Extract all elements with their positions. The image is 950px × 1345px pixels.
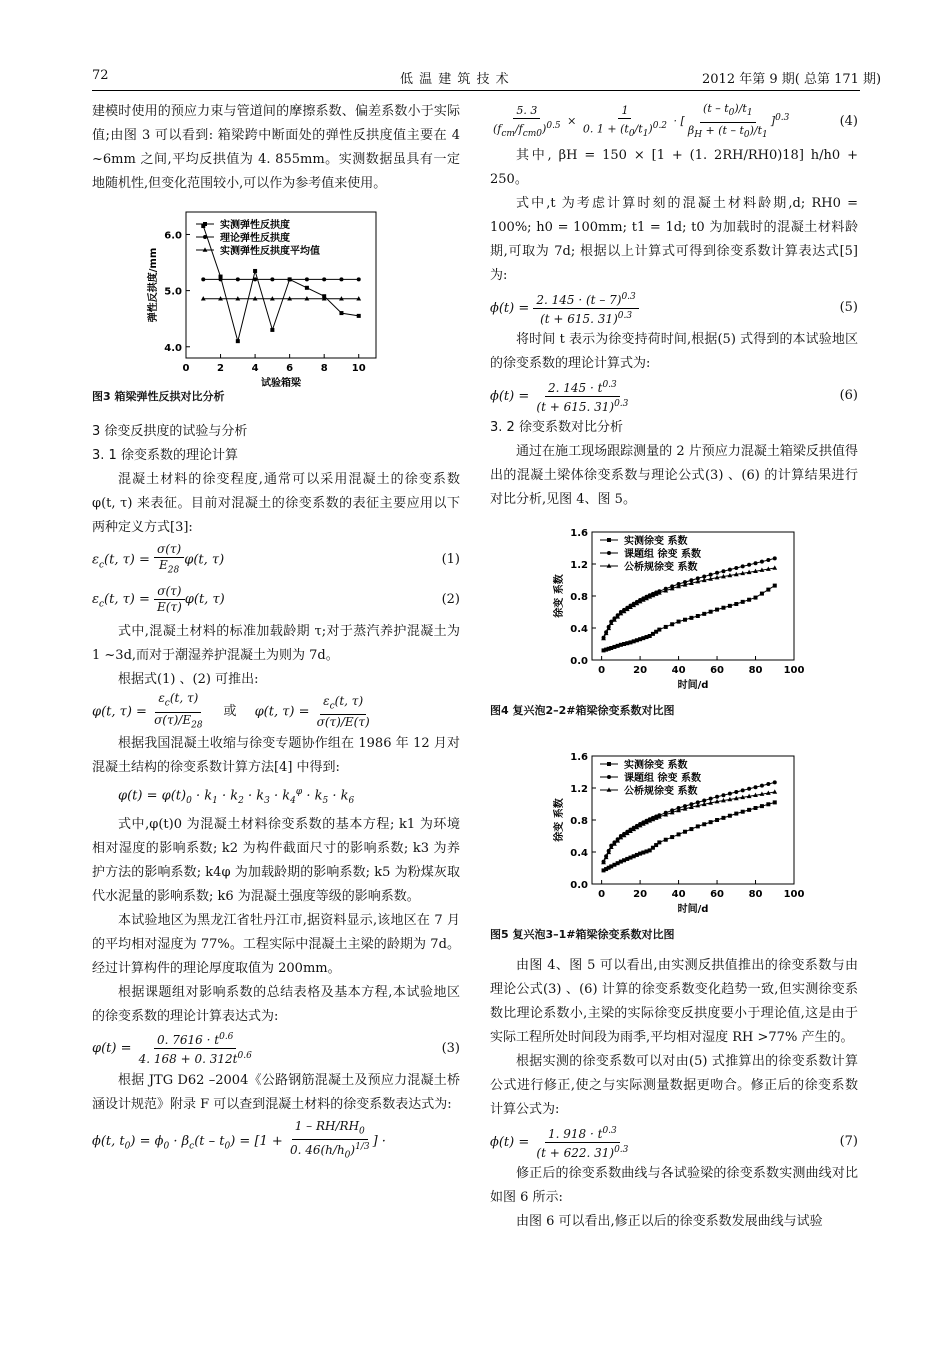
y-tick-label: 1.2 — [570, 560, 588, 571]
data-point — [741, 810, 745, 814]
data-point — [715, 818, 719, 822]
data-point — [253, 277, 257, 281]
data-point — [715, 795, 719, 799]
data-point — [702, 612, 706, 616]
equation-number: (5) — [839, 300, 858, 315]
equation-4: $\frac{5. 3}{(f_{cm}/f_{cm0})^{0.5}}$ × $\frac{1}{0. 1 + (t_0/t_1)^{0.2}}$ · [ $\frac{(t - t_0)/t_1}{\beta_H + (t - t_0)/t_1}$ ]$^{0.3}$ (4) — [493, 102, 858, 140]
y-axis-label: 徐变 系数 — [554, 798, 565, 842]
legend-label: 实测徐变 系数 — [624, 760, 688, 771]
data-point — [288, 277, 292, 281]
data-point — [741, 564, 745, 568]
data-point — [683, 618, 687, 622]
equation-number: (4) — [839, 114, 858, 129]
x-axis-label: 试验箱梁 — [261, 378, 301, 388]
paragraph: 根据课题组对影响系数的总结表格及基本方程,本试验地区的徐变系数的理论计算表达式为: — [92, 984, 460, 1024]
data-point — [754, 806, 758, 810]
figure-3-chart — [126, 202, 426, 388]
data-point — [715, 608, 719, 612]
data-point — [709, 797, 713, 801]
data-point — [721, 793, 725, 797]
data-point — [339, 277, 343, 281]
x-tick-label: 10 — [351, 363, 366, 374]
figure-4-chart — [544, 522, 804, 702]
data-point — [689, 827, 693, 831]
x-tick-label: 100 — [783, 665, 804, 676]
data-point — [760, 560, 764, 564]
data-point — [201, 277, 205, 281]
data-point — [270, 328, 274, 332]
data-point — [773, 780, 777, 784]
equation-7: ϕ(t) = $\frac{1. 918 \cdot t^{0.3}}{(t + 622. 31)^{0.3}}$ (7) — [490, 1125, 858, 1160]
legend-label: 实测徐变 系数 — [624, 536, 688, 547]
paragraph: 由图 4、图 5 可以看出,由实测反拱值推出的徐变系数与由理论公式(3) 、(6) 计算的徐变系数变化趋势一致,但实测徐变系数比理论系数小,主梁的实际徐变反拱度要小于理论值,这是由于实际工程所处时间段为雨季,平均相对湿度 RH >77% 产生的。 — [490, 958, 858, 1045]
x-tick-label: 8 — [320, 363, 328, 374]
data-point — [773, 584, 777, 588]
data-point — [772, 789, 777, 793]
data-point — [773, 556, 777, 560]
legend-label: 实测弹性反拱度 — [220, 220, 290, 231]
y-tick-label: 0.4 — [570, 624, 588, 635]
data-point — [270, 277, 274, 281]
x-tick-label: 20 — [633, 665, 648, 676]
equation-phi: ϕ(t, $t_0) = \phi_0 \cdot \beta_c(t - t_0) = [1$ + $\frac{1 - RH/RH_0}{0. 46(h/h_0)^{1/3}}$ ] · — [92, 1118, 386, 1161]
data-point — [760, 784, 764, 788]
x-tick-label: 6 — [286, 363, 294, 374]
equation-number: (2) — [441, 592, 460, 607]
x-tick-label: 40 — [671, 889, 686, 900]
issue-info: 2012 年第 9 期( 总第 171 期) — [702, 72, 882, 87]
equation-number: (1) — [441, 552, 460, 567]
data-point — [322, 277, 326, 281]
figure-5-caption: 图5 复兴泡3–1#箱梁徐变系数对比图 — [490, 928, 675, 941]
data-point — [754, 596, 758, 600]
data-point — [734, 812, 738, 816]
data-point — [670, 622, 674, 626]
x-axis-label: 时间/d — [677, 904, 709, 915]
x-tick-label: 2 — [217, 363, 225, 374]
data-point — [766, 802, 770, 806]
data-point — [236, 277, 240, 281]
equation-number: (3) — [441, 1040, 460, 1056]
equation-6: ϕ(t) = $\frac{2. 145 \cdot t^{0.3}}{(t + 615. 31)^{0.3}}$ (6) — [490, 379, 858, 414]
x-tick-label: 0 — [598, 889, 606, 900]
data-point — [236, 339, 240, 343]
paragraph: 根据我国混凝土收缩与徐变专题协作组在 1986 年 12 月对混凝土结构的徐变系数计算方法[4] 中得到: — [92, 736, 460, 775]
data-point — [741, 788, 745, 792]
figure-4-caption: 图4 复兴泡2–2#箱梁徐变系数对比图 — [490, 704, 675, 717]
data-point — [766, 782, 770, 786]
data-point — [721, 569, 725, 573]
data-point — [709, 610, 713, 614]
data-point — [677, 832, 681, 836]
data-point — [702, 822, 706, 826]
data-point — [664, 625, 668, 629]
paragraph: 混凝土材料的徐变程度,通常可以采用混凝土的徐变系数 φ(t, τ) 来表征。目前对混凝土的徐变系数的表征主要应用以下两种定义方式[3]: — [92, 472, 460, 535]
equation-pair: φ(t, τ) = $\frac{\varepsilon_c(t, \tau)}{\sigma(\tau)/E_{28}}$ 或 φ(t, τ) = $\frac{\varepsilon_c(t, \tau)}{\sigma(\tau)/E(\tau)}$ — [92, 691, 370, 730]
y-axis-label: 弹性反拱度/mm — [148, 247, 159, 323]
y-tick-label: 0.8 — [570, 592, 588, 603]
data-point — [734, 566, 738, 570]
legend-marker — [607, 762, 611, 766]
equation-number: (7) — [839, 1134, 858, 1149]
data-point — [747, 598, 751, 602]
x-axis-label: 时间/d — [677, 680, 709, 691]
equation-5: ϕ(t) = $\frac{2. 145 \cdot (t - 7)^{0.3}}{(t + 615. 31)^{0.3}}$ (5) — [490, 291, 858, 326]
y-tick-label: 5.0 — [164, 286, 182, 298]
data-point — [305, 277, 309, 281]
paragraph: 根据实测的徐变系数可以对由(5) 式推算出的徐变系数计算公式进行修正,使之与实际测量数据更吻合。修正后的徐变系数计算公式为: — [490, 1054, 858, 1117]
data-point — [677, 620, 681, 624]
data-point — [734, 790, 738, 794]
x-tick-label: 60 — [710, 889, 725, 900]
series-line-3 — [604, 568, 775, 638]
x-tick-label: 80 — [748, 665, 763, 676]
paragraph: 修正后的徐变系数曲线与各试验梁的徐变系数实测曲线对比如图 6 所示: — [490, 1166, 858, 1205]
legend-marker — [607, 551, 611, 555]
y-tick-label: 6.0 — [164, 230, 182, 242]
data-point — [721, 606, 725, 610]
data-point — [683, 830, 687, 834]
data-point — [766, 588, 770, 592]
x-tick-label: 0 — [598, 665, 606, 676]
x-tick-label: 0 — [182, 363, 190, 374]
y-tick-label: 0.0 — [570, 656, 588, 667]
data-point — [766, 558, 770, 562]
data-point — [253, 269, 257, 273]
data-point — [773, 800, 777, 804]
data-point — [754, 561, 758, 565]
equation-1: $\varepsilon_c(t$, τ) = $\frac{\sigma(\tau)}{E_{28}}$ φ(t, τ) (1) — [92, 541, 460, 576]
x-tick-label: 20 — [633, 889, 648, 900]
data-point — [747, 808, 751, 812]
data-point — [657, 628, 661, 632]
legend-label: 公桥规徐变 系数 — [624, 562, 698, 573]
data-point — [760, 592, 764, 596]
data-point — [664, 838, 668, 842]
data-point — [728, 604, 732, 608]
subsection-heading: 3. 1 徐变系数的理论计算 — [92, 448, 238, 463]
data-point — [728, 568, 732, 572]
legend-marker — [607, 538, 611, 542]
equation-k: $\varphi(t) = \varphi(t)_0 \cdot k_1 \cdot k_2 \cdot k_3 \cdot k_4^\varphi \cdot k_5 \cdot k_6$ — [118, 787, 355, 806]
paragraph: 式中,t 为考虑计算时刻的混凝土材料龄期,d; RH0 = 100%; h0 = 100mm; t1 = 1d; t0 为加载时的混凝土材料龄期,可取为 7d; 根据以上计算式可得到徐变系数计算表达式[5] 为: — [490, 196, 858, 283]
equation-3: φ(t) = $\frac{0. 7616 \cdot t^{0.6}}{4. 168 + 0. 312t^{0.6}}$ (3) — [92, 1032, 460, 1067]
paragraph: 式中,混凝土材料的标准加载龄期 τ;对于蒸汽养护混凝土为 1 ~3d,而对于潮湿养护混凝土为则为 7d。 — [92, 624, 460, 663]
series-line-3 — [604, 792, 775, 862]
y-tick-label: 4.0 — [164, 342, 182, 354]
data-point — [696, 614, 700, 618]
data-point — [357, 314, 361, 318]
data-point — [747, 563, 751, 567]
data-point — [657, 840, 661, 844]
paragraph: 建模时使用的预应力束与管道间的摩擦系数、偏差系数小于实际值;由图 3 可以看到: 箱梁跨中断面处的弹性反拱度值主要在 4 ~6mm 之间,平均反拱值为 4. 855mm。实测数据虽具有一定地随机性,但变化范围较小,可以作为参考值来使用。 — [92, 104, 460, 191]
data-point — [734, 602, 738, 606]
data-point — [747, 787, 751, 791]
y-tick-label: 0.8 — [570, 816, 588, 827]
paragraph: 式中,φ(t)0 为混凝土材料徐变系数的基本方程; k1 为环境相对湿度的影响系数; k2 为构件截面尺寸的影响系数; k3 为养护方法的影响系数; k4φ 为加载龄期的影响系数; k5 为粉煤灰取代水泥量的影响系数; k6 为混凝土强度等级的影响系数。 — [92, 816, 460, 904]
x-tick-label: 4 — [251, 363, 259, 374]
paragraph: 通过在施工现场跟踪测量的 2 片预应力混凝土箱梁反拱值得出的混凝土梁体徐变系数与理论公式(3) 、(6) 的计算结果进行对比分析,见图 4、图 5。 — [490, 444, 858, 507]
y-tick-label: 1.6 — [570, 752, 588, 763]
paragraph: 将时间 t 表示为徐变持荷时间,根据(5) 式得到的本试验地区的徐变系数的理论计算式为: — [490, 332, 858, 371]
data-point — [760, 804, 764, 808]
y-tick-label: 1.2 — [570, 784, 588, 795]
paragraph: 根据式(1) 、(2) 可推出: — [118, 672, 259, 687]
equation-number: (6) — [839, 388, 858, 403]
data-point — [728, 814, 732, 818]
data-point — [741, 600, 745, 604]
data-point — [721, 816, 725, 820]
data-point — [305, 286, 309, 290]
paragraph: 本试验地区为黑龙江省牡丹江市,据资料显示,该地区在 7 月的平均相对湿度为 77%。工程实际中混凝土主梁的龄期为 7d。经过计算构件的理论厚度取值为 200mm。 — [92, 912, 460, 976]
x-tick-label: 40 — [671, 665, 686, 676]
journal-title: 低 温 建 筑 技 术 — [400, 72, 510, 87]
y-tick-label: 1.6 — [570, 528, 588, 539]
subsection-heading: 3. 2 徐变系数对比分析 — [490, 420, 623, 435]
x-tick-label: 60 — [710, 665, 725, 676]
y-axis-label: 徐变 系数 — [554, 574, 565, 618]
data-point — [339, 311, 343, 315]
left-column — [92, 100, 460, 1165]
equation-2: $\varepsilon_c(t$, τ) = $\frac{\sigma(\tau)}{E(\tau)}$ φ(t, τ) (2) — [92, 583, 460, 614]
data-point — [689, 616, 693, 620]
data-point — [709, 820, 713, 824]
legend-marker — [203, 235, 207, 239]
x-tick-label: 100 — [783, 889, 804, 900]
legend-label: 课题组 徐变 系数 — [624, 773, 701, 784]
figure-5-chart — [544, 746, 804, 926]
data-point — [696, 824, 700, 828]
legend-label: 课题组 徐变 系数 — [624, 549, 701, 560]
data-point — [754, 785, 758, 789]
right-column — [490, 100, 858, 1234]
legend-marker — [607, 775, 611, 779]
y-tick-label: 0.4 — [570, 848, 588, 859]
legend-marker — [203, 222, 207, 226]
page-number: 72 — [92, 68, 109, 83]
legend-label: 公桥规徐变 系数 — [624, 786, 698, 797]
data-point — [709, 573, 713, 577]
paragraph: 其中, βH = 150 × [1 + (1. 2RH/RH0)18] h/h0 + 250。 — [490, 148, 858, 187]
data-point — [728, 792, 732, 796]
legend-label: 实测弹性反拱度平均值 — [220, 246, 320, 257]
data-point — [357, 277, 361, 281]
x-tick-label: 80 — [748, 889, 763, 900]
header-rule — [92, 90, 860, 91]
y-tick-label: 0.0 — [570, 880, 588, 891]
figure-3-caption: 图3 箱梁弹性反拱对比分析 — [92, 390, 225, 403]
paragraph: 根据 JTG D62 –2004《公路钢筋混凝土及预应力混凝土桥涵设计规范》附录 F 可以查到混凝土材料的徐变系数表达式为: — [92, 1072, 460, 1112]
data-point — [772, 565, 777, 569]
data-point — [670, 835, 674, 839]
legend-label: 理论弹性反拱度 — [220, 233, 290, 244]
data-point — [715, 571, 719, 575]
paragraph: 由图 6 可以看出,修正以后的徐变系数发展曲线与试验 — [516, 1214, 823, 1229]
data-point — [219, 277, 223, 281]
section-heading: 3 徐变反拱度的试验与分析 — [92, 424, 248, 439]
